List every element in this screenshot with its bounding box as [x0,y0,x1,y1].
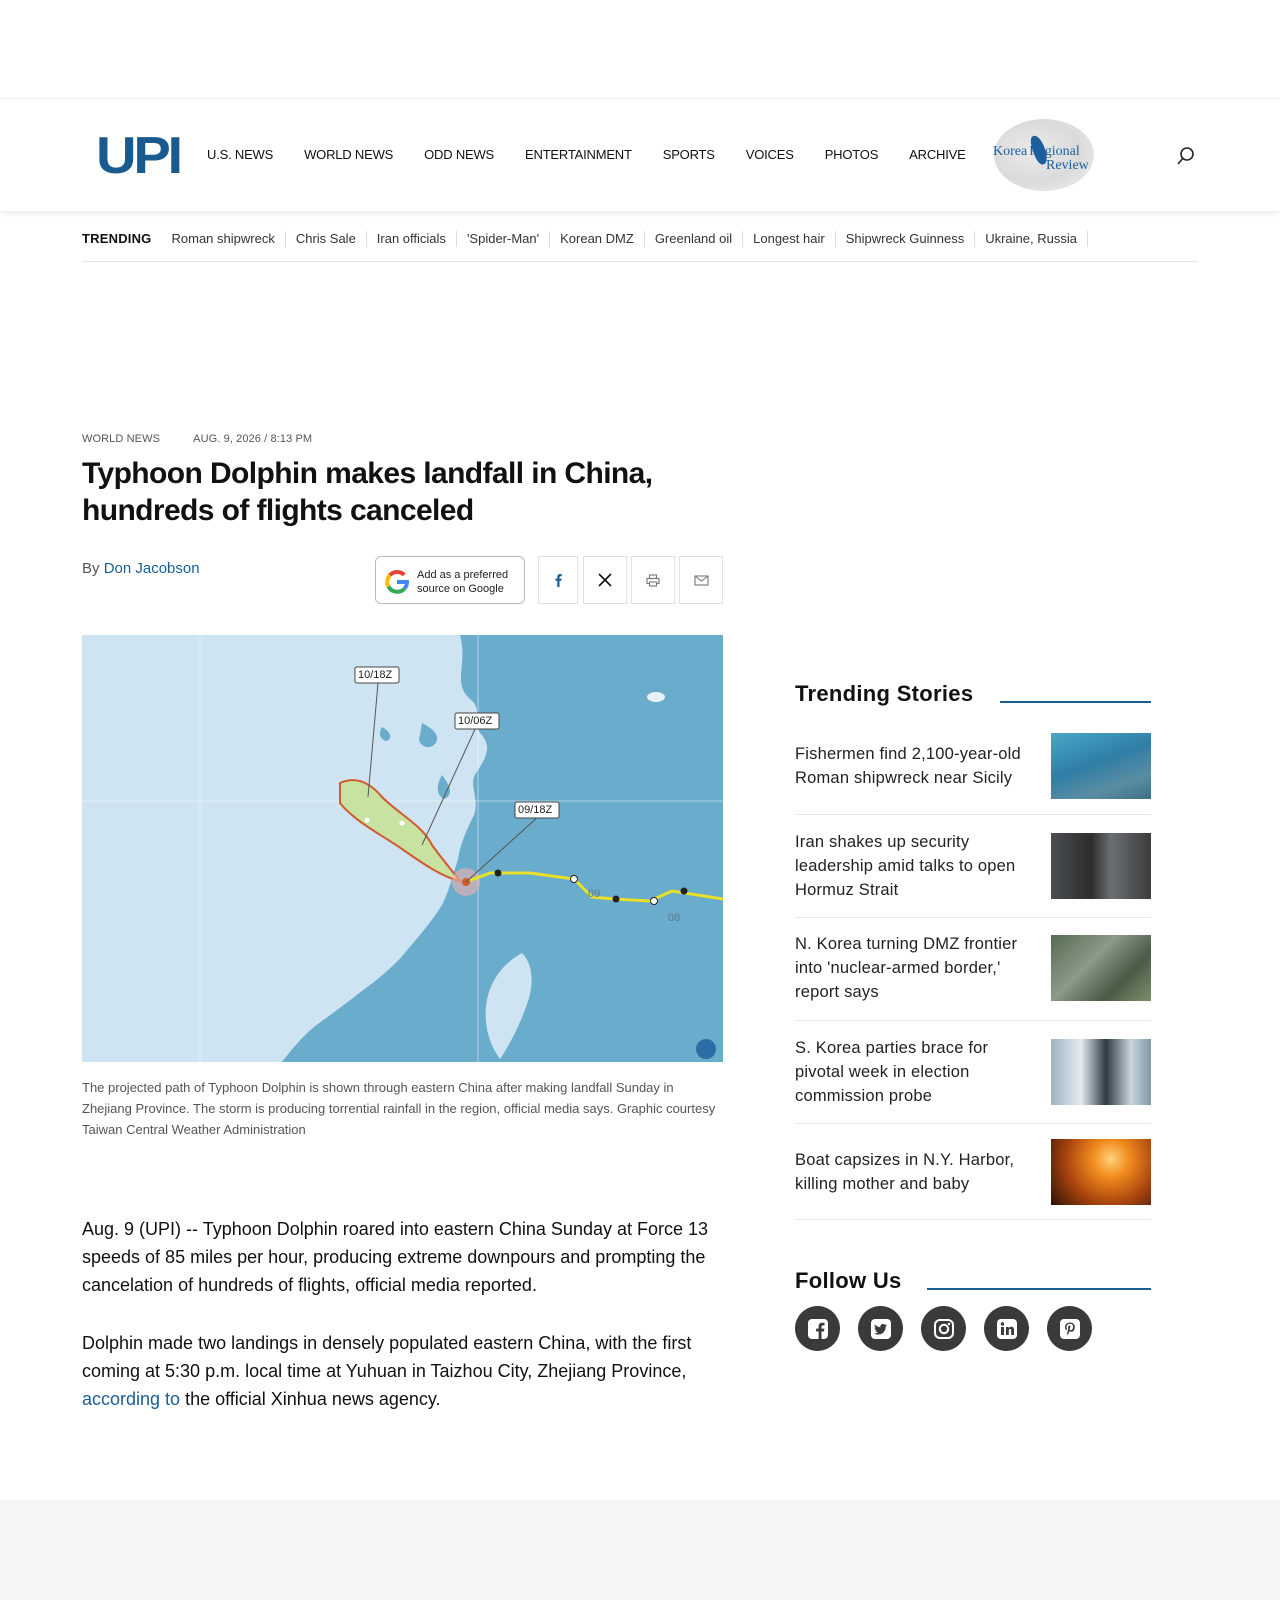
linkedin-icon [996,1318,1018,1340]
story-title[interactable]: S. Korea parties brace for pivotal week in election commission probe [795,1039,989,1105]
trending-label: TRENDING [82,231,152,246]
author-link[interactable]: Don Jacobson [103,560,200,577]
pinterest-social-button[interactable] [1047,1306,1092,1351]
map-graphic [82,635,723,1062]
trending-item[interactable]: Korean DMZ [550,231,645,247]
follow-us-heading: Follow Us [795,1268,902,1293]
byline: By Don Jacobson [82,560,200,577]
x-icon [598,573,612,587]
map-label: 08 [668,912,681,924]
article-category[interactable]: WORLD NEWS [82,433,160,445]
email-button[interactable] [679,556,723,604]
nav-archive[interactable]: ARCHIVE [909,147,966,162]
nav-us-news[interactable]: U.S. NEWS [207,147,274,162]
linkedin-social-button[interactable] [984,1306,1029,1351]
story-title[interactable]: Fishermen find 2,100-year-old Roman shipwreck near Sicily [795,745,1021,787]
article-paragraph: Dolphin made two landings in densely populated eastern China, with the first coming at 5:30 p.m. local time at Yuhuan in Taizhou City, Zhejiang Province, according to the official Xinhua news agency. [82,1333,692,1409]
trending-item[interactable]: Shipwreck Guinness [836,231,976,247]
trending-story[interactable] [795,1124,1151,1220]
partner-logo-text: Korea Regional Review [993,144,1089,173]
heading-rule [927,1288,1151,1290]
trending-item[interactable]: Chris Sale [286,231,367,247]
twitter-icon [870,1318,892,1340]
trending-story[interactable] [795,1021,1151,1124]
korea-regional-review-logo[interactable] [990,115,1106,195]
map-label: 09/18Z [518,804,553,816]
site-footer [0,1500,1280,1600]
google-g-icon [384,569,410,595]
trending-item[interactable]: Longest hair [743,231,836,247]
trending-story[interactable] [795,918,1151,1021]
pinterest-icon [1059,1318,1081,1340]
upi-logo[interactable]: UPI [96,127,180,185]
main-nav [207,147,997,162]
trending-item[interactable]: Roman shipwreck [172,231,286,247]
trending-bar [82,229,1198,262]
article-title: Typhoon Dolphin makes landfall in China, hundreds of flights canceled [82,457,653,527]
facebook-icon [807,1318,829,1340]
trending-story[interactable] [795,732,1151,815]
search-icon[interactable] [1176,146,1196,166]
map-label: 10/18Z [358,669,393,681]
story-title[interactable]: Boat capsizes in N.Y. Harbor, killing mother and baby [795,1151,1015,1193]
map-label: 10/06Z [458,715,493,727]
site-header [0,98,1280,211]
nav-sports[interactable]: SPORTS [662,147,715,162]
trending-story[interactable] [795,815,1151,918]
map-label: 09 [588,888,601,900]
share-x-button[interactable] [583,556,627,604]
trending-item[interactable]: Iran officials [367,231,457,247]
instagram-social-button[interactable] [921,1306,966,1351]
article-date: AUG. 9, 2026 / 8:13 PM [193,433,313,445]
trending-item[interactable]: 'Spider-Man' [457,231,550,247]
image-caption: The projected path of Typhoon Dolphin is shown through eastern China after making landfall Sunday in Zhejiang Province. The storm is producing torrential rainfall in the region, official media says. Graphic courtesy Taiwan Central Weather Administration [82,1080,716,1137]
story-thumbnail[interactable] [1051,935,1151,1001]
trending-item[interactable]: Ukraine, Russia [975,231,1088,247]
printer-icon [646,574,660,587]
nav-photos[interactable]: PHOTOS [824,147,879,162]
top-ad-space [0,0,1280,98]
story-thumbnail[interactable] [1051,733,1151,799]
story-thumbnail[interactable] [1051,1039,1151,1105]
facebook-social-button[interactable] [795,1306,840,1351]
story-thumbnail[interactable] [1051,1139,1151,1205]
trending-item[interactable]: Greenland oil [645,231,743,247]
google-preferred-source-button[interactable]: Add as a preferred source on Google [375,556,525,604]
nav-entertainment[interactable]: ENTERTAINMENT [525,147,632,162]
print-button[interactable] [631,556,675,604]
email-icon [694,575,709,586]
facebook-icon [553,573,563,587]
story-thumbnail[interactable] [1051,833,1151,899]
story-title[interactable]: N. Korea turning DMZ frontier into 'nuclear-armed border,' report says [795,935,1018,1001]
nav-voices[interactable]: VOICES [745,147,794,162]
nav-odd-news[interactable]: ODD NEWS [424,147,495,162]
instagram-icon [933,1318,955,1340]
story-title[interactable]: Iran shakes up security leadership amid talks to open Hormuz Strait [795,833,1016,899]
xinhua-link[interactable]: according to [82,1389,181,1409]
article-paragraph: Aug. 9 (UPI) -- Typhoon Dolphin roared into eastern China Sunday at Force 13 speeds of 85 miles per hour, producing extreme downpours and prompting the cancelation of hundreds of flights, official media reported. [82,1219,709,1295]
nav-world-news[interactable]: WORLD NEWS [304,147,394,162]
article-meta [82,433,312,445]
typhoon-track-map[interactable] [82,635,723,1062]
trending-stories-heading: Trending Stories [795,681,974,706]
share-facebook-button[interactable] [538,556,578,604]
heading-rule [1000,701,1151,703]
twitter-social-button[interactable] [858,1306,903,1351]
